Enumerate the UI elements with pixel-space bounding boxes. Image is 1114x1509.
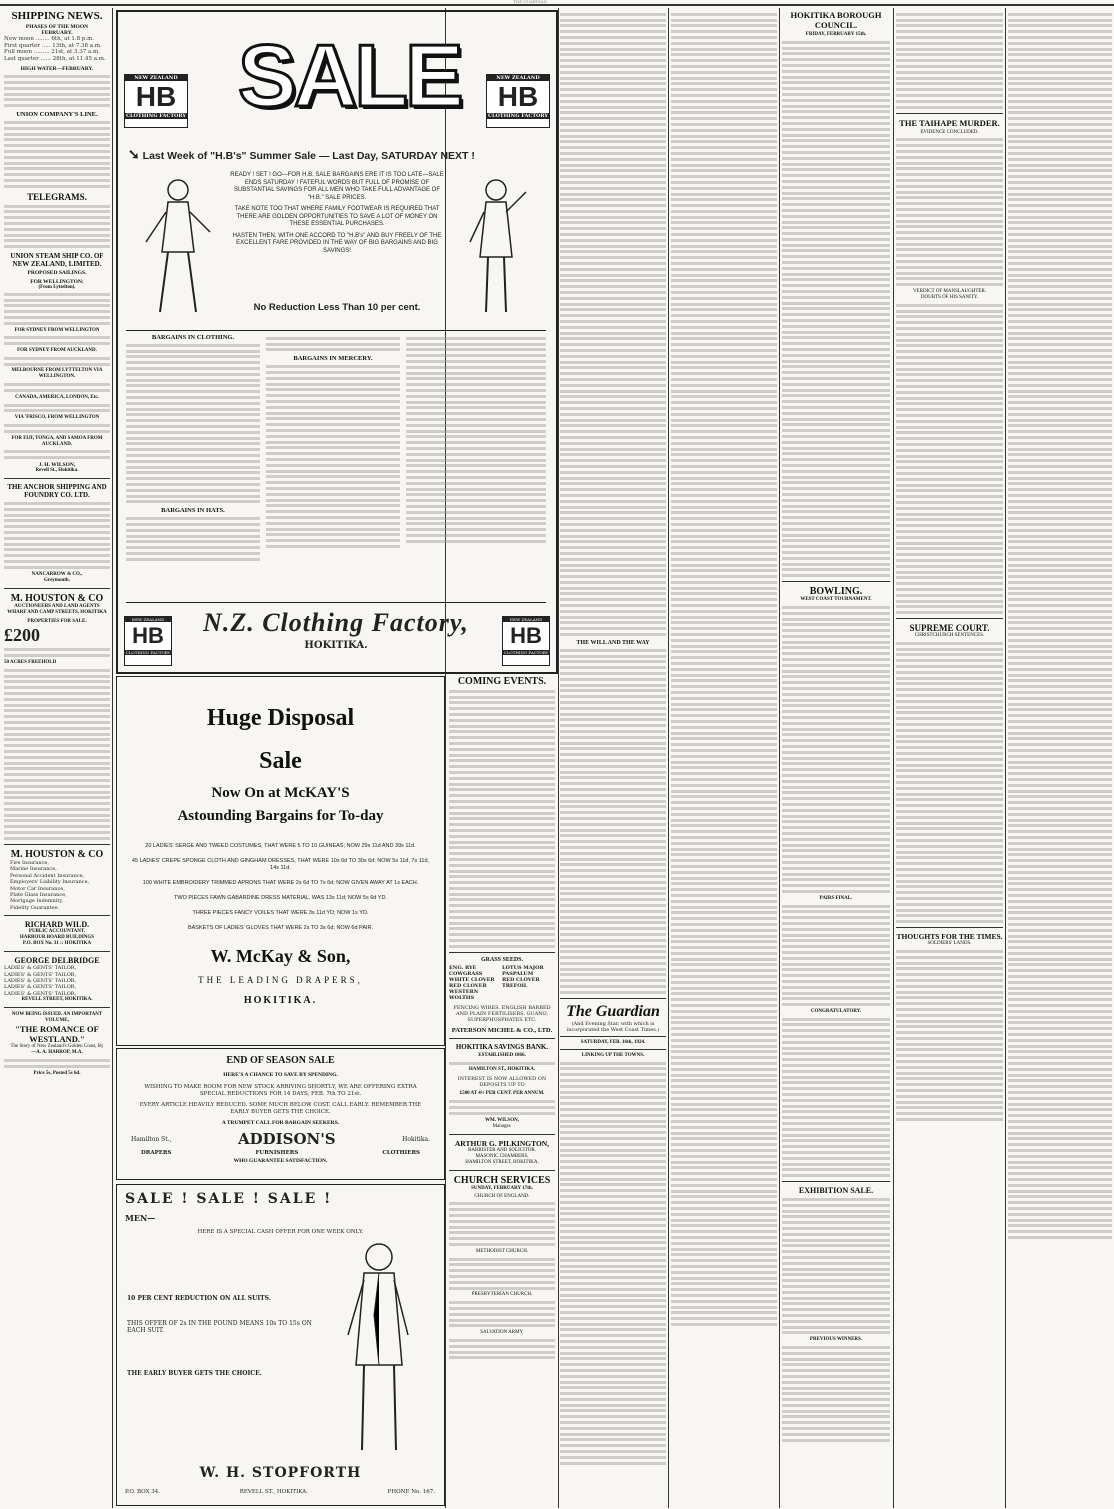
romance-price: Price 5s, Posted 5s 6d. bbox=[33, 1070, 81, 1076]
stopforth-name: W. H. STOPFORTH bbox=[199, 1465, 362, 1481]
column-news-2 bbox=[671, 10, 777, 1505]
hb-intro bbox=[228, 172, 446, 255]
no-reduction: No Reduction Less Than 10 per cent. bbox=[253, 302, 421, 313]
usscc-title: UNION STEAM SHIP CO. OF NEW ZEALAND, LIMITED. bbox=[10, 252, 104, 269]
moon-line: Last quarter ...... 28th, at 11.45 a.m. bbox=[4, 55, 106, 62]
houston-sub: AUCTIONEERS AND LAND AGENTS bbox=[14, 603, 100, 609]
romance-intro: NOW BEING ISSUED. AN IMPORTANT VOLUME, bbox=[11, 1012, 103, 1024]
wild-sub: PUBLIC ACCOUNTANT. bbox=[28, 929, 86, 935]
bowling-title: BOWLING. bbox=[809, 586, 863, 598]
mckay-item: 45 LADIES' CREPE SPONGE CLOTH AND GINGHAM DRESSES, THAT WERE 10s 6d TO 30s 6d; NOW 5s 11d, 7s 11d, 14s 11d. bbox=[131, 858, 430, 871]
hb-intro-2: TAKE NOTE TOO THAT WHERE FAMILY FOOTWEAR IS REQUIRED THAT THERE ARE GOLDEN OPPORTUNITIES TO SAVE A LOT OF MONEY ON THESE ESSENTIAL PURCHASES. bbox=[234, 206, 440, 227]
mckay-now-on: Now On at McKAY'S bbox=[211, 785, 350, 801]
column-news-5 bbox=[1008, 10, 1112, 1505]
hb-logo-right bbox=[486, 74, 550, 128]
seed: ENG. RYE bbox=[449, 964, 477, 971]
church-eng: CHURCH OF ENGLAND. bbox=[474, 1193, 530, 1199]
stopforth-pct: 10 PER CENT REDUCTION ON ALL SUITS. bbox=[127, 1295, 271, 1302]
hb-logo-cf: CLOTHING FACTORY bbox=[125, 650, 171, 655]
congratulatory: CONGRATULATORY. bbox=[810, 1008, 862, 1014]
bank-address: HAMILTON ST., HOKITIKA. bbox=[468, 1067, 536, 1073]
sailing-route: CANADA, AMERICA, LONDON, Etc. bbox=[15, 394, 99, 400]
church-pres: PRESBYTERIAN CHURCH. bbox=[471, 1292, 533, 1298]
hb-logo-cf: CLOTHING FACTORY bbox=[126, 113, 186, 119]
hb-logo-mark: HB bbox=[132, 623, 164, 648]
mckay-item: BASKETS OF LADIES' GLOVES THAT WERE 2s TO 3s 6d; NOW 6d PAIR. bbox=[187, 925, 374, 931]
high-water-title: HIGH WATER—FEBRUARY. bbox=[20, 66, 94, 73]
addison-ad bbox=[116, 1048, 445, 1180]
sailing-route: FOR SYDNEY FROM WELLINGTON bbox=[14, 327, 100, 333]
eos-title: END OF SEASON SALE bbox=[226, 1055, 335, 1066]
wild-address: HARBOUR BOARD BUILDINGS bbox=[19, 935, 95, 941]
anchor-title: THE ANCHOR SHIPPING AND FOUNDRY CO. LTD. bbox=[7, 483, 107, 500]
wild-title: RICHARD WILD. bbox=[24, 920, 90, 930]
pilkington-sub: BARRISTER AND SOLICITOR. bbox=[468, 1147, 536, 1153]
houston2-title: M. HOUSTON & CO bbox=[10, 848, 104, 860]
church-salv: SALVATION ARMY. bbox=[480, 1330, 524, 1336]
delbridge-address: REVELL STREET, HOKITIKA. bbox=[21, 997, 93, 1003]
will-way-title: THE WILL AND THE WAY bbox=[576, 640, 650, 647]
bank-established: ESTABLISHED 1866. bbox=[478, 1052, 526, 1058]
moon-line: First quarter ..... 13th, at 7.38 a.m. bbox=[4, 42, 102, 49]
mckay-town: HOKITIKA. bbox=[243, 995, 318, 1006]
seed: RED CLOVER bbox=[449, 982, 487, 989]
man-illustration-right bbox=[456, 172, 536, 322]
last-week-banner bbox=[128, 146, 546, 163]
guardian-sub: (And Evening Star, with which is incorporated the West Coast Times.) bbox=[566, 1020, 660, 1033]
hb-logo-brand: NEW ZEALAND bbox=[503, 617, 549, 622]
stopforth-box: P.O. BOX 34. bbox=[125, 1489, 160, 1495]
mckay-item: THREE PIECES FANCY VOILES THAT WERE 3s 11d YD; NOW 1s YD. bbox=[192, 910, 369, 916]
insurance-item: Fire Insurance, bbox=[10, 859, 49, 866]
running-head: THE GUARDIAN bbox=[513, 0, 547, 4]
huge-disposal: Huge Disposal bbox=[206, 705, 355, 731]
seed: PASPALUM bbox=[502, 970, 534, 977]
bargains-mercery bbox=[266, 334, 400, 594]
insurance-item: Mortgage Indemnity, bbox=[10, 898, 64, 905]
hb-logo-brand: NEW ZEALAND bbox=[125, 75, 187, 81]
bargains-footwear bbox=[406, 334, 546, 594]
column-news-1 bbox=[560, 10, 666, 1505]
church-meth: METHODIST CHURCH. bbox=[475, 1248, 529, 1254]
mckay-item: 100 WHITE EMBROIDERY TRIMMED APRONS THAT WERE 2s 6d TO 7s 6d; NOW GIVEN AWAY AT 1s EACH. bbox=[142, 880, 419, 886]
romance-author: —A. A. HARROP, M.A. bbox=[31, 1050, 83, 1056]
column-news-3 bbox=[782, 10, 890, 1505]
mckay-items bbox=[129, 843, 432, 932]
union-title: UNION COMPANY'S LINE. bbox=[16, 111, 98, 119]
hb-sale-ad bbox=[116, 10, 558, 674]
stopforth-footer bbox=[125, 1489, 435, 1495]
verdict: VERDICT OF MANSLAUGHTER. bbox=[912, 289, 987, 295]
proposed-sailings: PROPOSED SAILINGS. bbox=[27, 270, 87, 277]
addison-name: ADDISON'S bbox=[237, 1130, 336, 1148]
insurance-item: Personal Accident Insurance, bbox=[10, 872, 85, 879]
bank-manager-title: Manager. bbox=[492, 1123, 512, 1129]
previous-winners: PREVIOUS WINNERS. bbox=[809, 1337, 863, 1343]
fencing-text: FENCING WIRES. ENGLISH BARBED AND PLAIN FERTILISERS. GUANO, SUPERPHOSPHATES ETC. bbox=[453, 1004, 551, 1023]
hb-footer-logo-right bbox=[502, 616, 550, 666]
wild-box: P.O. BOX No. 31 :: HOKITIKA bbox=[22, 941, 92, 947]
pilkington-address: MASONIC CHAMBERS, bbox=[475, 1153, 529, 1159]
astounding: Astounding Bargains for To-day bbox=[177, 808, 384, 824]
addison-trades bbox=[117, 1148, 444, 1156]
from-lyttelton: (From Lyttelton). bbox=[38, 285, 76, 291]
arrow-icon: ➘ bbox=[128, 146, 140, 162]
nz-clothing-factory: N.Z. Clothing Factory, bbox=[203, 608, 469, 637]
hb-logo-mark: HB bbox=[510, 623, 542, 648]
eos-body: WISHING TO MAKE ROOM FOR NEW STOCK ARRIVING SHORTLY, WE ARE OFFERING EXTRA SPECIAL REDUCTIONS FOR 14 DAYS, FEB. 7th TO 21st. bbox=[144, 1084, 417, 1097]
tailor-line: LADIES' & GENTS' TAILOR, bbox=[4, 984, 77, 991]
column-events bbox=[449, 676, 555, 1506]
romance-sub: The Story of New Zealand's Golden Coast, By bbox=[10, 1044, 104, 1050]
stopforth-phone: PHONE No. 167. bbox=[387, 1489, 435, 1495]
bargains-clothing bbox=[126, 334, 260, 594]
stopforth-street: REVELL ST., HOKITIKA. bbox=[239, 1489, 308, 1495]
last-week-text: Last Week of "H.B's" Summer Sale — Last Day, SATURDAY NEXT ! bbox=[142, 150, 475, 162]
eos-coupon: A TRUMPET CALL FOR BARGAIN SEEKERS. bbox=[221, 1120, 340, 1126]
houston-address: WHARF AND CAMP STREETS, HOKITIKA bbox=[7, 609, 107, 615]
stopforth-offer2: THIS OFFER OF 2s IN THE POUND MEANS 10s TO 15s ON EACH SUIT. bbox=[127, 1320, 312, 1334]
hb-logo-brand: NEW ZEALAND bbox=[487, 75, 549, 81]
bank-title: HOKITIKA SAVINGS BANK. bbox=[455, 1042, 549, 1051]
tailor-line: LADIES' & GENTS' TAILOR, bbox=[4, 965, 77, 972]
guardian-masthead: The Guardian bbox=[566, 1002, 660, 1020]
stopforth-men: MEN— bbox=[125, 1213, 156, 1223]
mckay-leading: THE LEADING DRAPERS, bbox=[198, 975, 363, 985]
church-title: CHURCH SERVICES bbox=[453, 1174, 551, 1186]
grass-seeds-title: GRASS SEEDS. bbox=[480, 956, 524, 963]
pairs-final: PAIRS FINAL. bbox=[819, 895, 853, 901]
thoughts-title: THOUGHTS FOR THE TIMES. bbox=[896, 932, 1003, 942]
bank-amount: £500 AT 4½ PER CENT. PER ANNUM. bbox=[459, 1091, 545, 1097]
christchurch-sentences: CHRISTCHURCH SENTENCES. bbox=[914, 633, 985, 639]
mckay-firm: W. McKay & Son, bbox=[210, 946, 351, 966]
evidence-concluded: EVIDENCE CONCLUDED. bbox=[920, 129, 979, 135]
seed: WESTERN WOLTHS bbox=[449, 988, 479, 1001]
shipping-title: SHIPPING NEWS. bbox=[11, 10, 103, 22]
hats-head: BARGAINS IN HATS. bbox=[161, 507, 225, 515]
stopforth-ad bbox=[116, 1184, 445, 1506]
man-illustration-left bbox=[138, 172, 218, 322]
eos-body2: EVERY ARTICLE HEAVILY REDUCED. SOME MUCH BELOW COST. CALL EARLY. REMEMBER THE EARLY BUYER GETS THE CHOICE. bbox=[139, 1102, 422, 1115]
hb-logo-mark: HB bbox=[135, 81, 177, 112]
price-200: £200 bbox=[4, 624, 40, 645]
guardian-date: SATURDAY, FEB. 16th, 1924. bbox=[580, 1039, 646, 1045]
borough-title: HOKITIKA BOROUGH COUNCIL. bbox=[790, 10, 882, 30]
anchor-city: Greymouth. bbox=[44, 577, 70, 583]
moon-line: New moon ........ 6th, at 1.8 p.m. bbox=[4, 36, 95, 42]
tailor-list bbox=[4, 965, 110, 997]
eos-sub: HERE'S A CHANCE TO SAVE BY SPENDING. bbox=[223, 1072, 338, 1078]
stopforth-early: THE EARLY BUYER GETS THE CHOICE. bbox=[127, 1370, 262, 1377]
supreme-title: SUPREME COURT. bbox=[909, 623, 990, 634]
mckay-ad bbox=[116, 676, 445, 1046]
tailor-line: LADIES' & GENTS' TAILOR, bbox=[4, 990, 77, 997]
borough-date: FRIDAY, FEBRUARY 15th. bbox=[805, 32, 867, 37]
mckay-item: 20 LADIES' SERGE AND TWEED COSTUMES, THAT WERE 5 TO 10 GUINEAS; NOW 29s 11d AND 39s 11d. bbox=[145, 843, 416, 849]
clothing-head: BARGAINS IN CLOTHING. bbox=[151, 334, 235, 341]
eos-guarantee: WHO GUARANTEE SATISFACTION. bbox=[233, 1158, 328, 1164]
stopforth-offer-box bbox=[127, 1295, 327, 1377]
furnishers: FURNISHERS bbox=[255, 1150, 299, 1156]
acres-heading: 50 ACRES FREEHOLD bbox=[4, 659, 57, 665]
hb-logo-brand: NEW ZEALAND bbox=[125, 617, 171, 622]
seeds-grid bbox=[449, 965, 555, 1001]
sailing-route: FOR SYDNEY FROM AUCKLAND. bbox=[17, 348, 97, 354]
moon-sub: FEBRUARY. bbox=[41, 30, 73, 36]
paterson-title: PATERSON MICHEL & CO., LTD. bbox=[451, 1026, 553, 1034]
bank-manager: WM. WILSON, bbox=[485, 1117, 519, 1123]
stopforth-offer: HERE IS A SPECIAL CASH OFFER FOR ONE WEEK ONLY. bbox=[197, 1229, 364, 1235]
seed: RED CLOVER bbox=[502, 976, 540, 983]
insurance-item: Fidelity Guarantee. bbox=[10, 904, 60, 911]
hb-intro-1: READY ! SET ! GO—FOR H.B. SALE BARGAINS ERE IT IS TOO LATE—SALE ENDS SATURDAY ! FATEFUL WORDS BUT FULL OF PROMISE OF SUBSTANTIAL SAVINGS FOR ALL MEN WHO TAKE FULL ADVANTAGE OF "H.B." SALE PRICES. bbox=[230, 172, 444, 201]
leader-title: LINKING UP THE TOWNS. bbox=[581, 1052, 645, 1058]
insurance-item: Motor Car Insurance, bbox=[10, 885, 65, 892]
for-wellington: FOR WELLINGTON: bbox=[30, 279, 84, 286]
insurance-list bbox=[4, 860, 110, 911]
seed: TREFOIL bbox=[502, 982, 528, 989]
hb-intro-3: HASTEN THEN, WITH ONE ACCORD TO "H.B's" AND BUY FREELY OF THE EXCELLENT FARE PROVIDED IN THE WAY OF BIG BARGAINS AND BIG SAVINGS! bbox=[232, 232, 442, 254]
hb-logo-cf: CLOTHING FACTORY bbox=[503, 650, 549, 655]
telegrams-title: TELEGRAMS. bbox=[27, 191, 87, 202]
moon-title: PHASES OF THE MOON bbox=[25, 24, 89, 30]
agent-address: Revell St., Hokitika. bbox=[35, 468, 79, 474]
insurance-item: Plate Glass Insurance, bbox=[10, 891, 67, 898]
addison-right: Hokitika. bbox=[402, 1135, 430, 1143]
doubts: DOUBTS OF HIS SANITY. bbox=[920, 295, 979, 301]
seed: WHITE CLOVER bbox=[449, 976, 495, 983]
stopforth-sale: SALE ! SALE ! SALE ! bbox=[125, 1191, 333, 1207]
delbridge-title: GEORGE DELBRIDGE bbox=[14, 956, 100, 966]
hb-logo-mark: HB bbox=[497, 81, 539, 112]
insurance-item: Marine Insurance, bbox=[10, 866, 57, 873]
coming-events-title: COMING EVENTS. bbox=[457, 676, 547, 687]
hb-logo-cf: CLOTHING FACTORY bbox=[488, 113, 548, 119]
addison-sig bbox=[117, 1126, 444, 1148]
column-shipping bbox=[4, 10, 110, 1505]
soldiers-lands: SOLDIERS' LANDS. bbox=[927, 941, 972, 947]
romance-title: "THE ROMANCE OF WESTLAND." bbox=[15, 1024, 99, 1045]
houston-title: M. HOUSTON & CO bbox=[10, 592, 104, 604]
drapers: DRAPERS bbox=[141, 1150, 172, 1156]
taihape-title: THE TAIHAPE MURDER. bbox=[899, 117, 1000, 128]
pilkington-address2: HAMILTON STREET, HOKITIKA. bbox=[465, 1159, 539, 1165]
hb-footer-logo-left bbox=[124, 616, 172, 666]
agent-name: J. H. WILSON, bbox=[38, 462, 76, 469]
sailing-route: FOR FIJI, TONGA, AND SAMOA FROM AUCKLAND. bbox=[11, 435, 103, 447]
insurance-item: Employers' Liability Insurance, bbox=[10, 879, 90, 886]
tailor-line: LADIES' & GENTS' TAILOR, bbox=[4, 977, 77, 984]
properties-heading: PROPERTIES FOR SALE. bbox=[27, 618, 87, 624]
man-in-suit-illustration bbox=[334, 1235, 424, 1465]
sailing-route: MELBOURNE FROM LYTTELTON VIA WELLINGTON. bbox=[11, 368, 103, 380]
addison-left: Hamilton St., bbox=[131, 1135, 172, 1143]
bowling-sub: WEST COAST TOURNAMENT. bbox=[800, 597, 872, 603]
bank-interest: INTEREST IS NOW ALLOWED ON DEPOSITS UP TO bbox=[457, 1076, 547, 1089]
clothiers: CLOTHIERS bbox=[382, 1150, 420, 1156]
mercery-head: BARGAINS IN MERCERY. bbox=[293, 355, 373, 363]
sale-banner-word: SALE bbox=[238, 26, 461, 125]
mckay-item: TWO PIECES FAWN GABARDINE DRESS MATERIAL, WAS 13s 11d; NOW 5s 6d YD. bbox=[174, 895, 387, 901]
pilkington-title: ARTHUR G. PILKINGTON, bbox=[454, 1138, 550, 1148]
sailing-route: VIA 'FRISCO, FROM WELLINGTON bbox=[14, 415, 100, 421]
hb-footer-town: HOKITIKA. bbox=[304, 640, 368, 651]
mckay-sale: Sale bbox=[259, 748, 302, 774]
tailor-line: LADIES' & GENTS' TAILOR, bbox=[4, 971, 77, 978]
anchor-agents: NANCARROW & CO., bbox=[31, 571, 83, 577]
seed: COWGRASS bbox=[449, 970, 483, 977]
church-date: SUNDAY, FEBRUARY 17th. bbox=[471, 1185, 533, 1191]
column-news-4 bbox=[896, 10, 1003, 1505]
moon-line: Full moon ......... 21st, at 3.37 a.m. bbox=[4, 49, 100, 56]
exhibition-title: EXHIBITION SALE. bbox=[798, 1186, 874, 1196]
seed: LOTUS MAJOR bbox=[502, 964, 544, 971]
hb-logo-left bbox=[124, 74, 188, 128]
